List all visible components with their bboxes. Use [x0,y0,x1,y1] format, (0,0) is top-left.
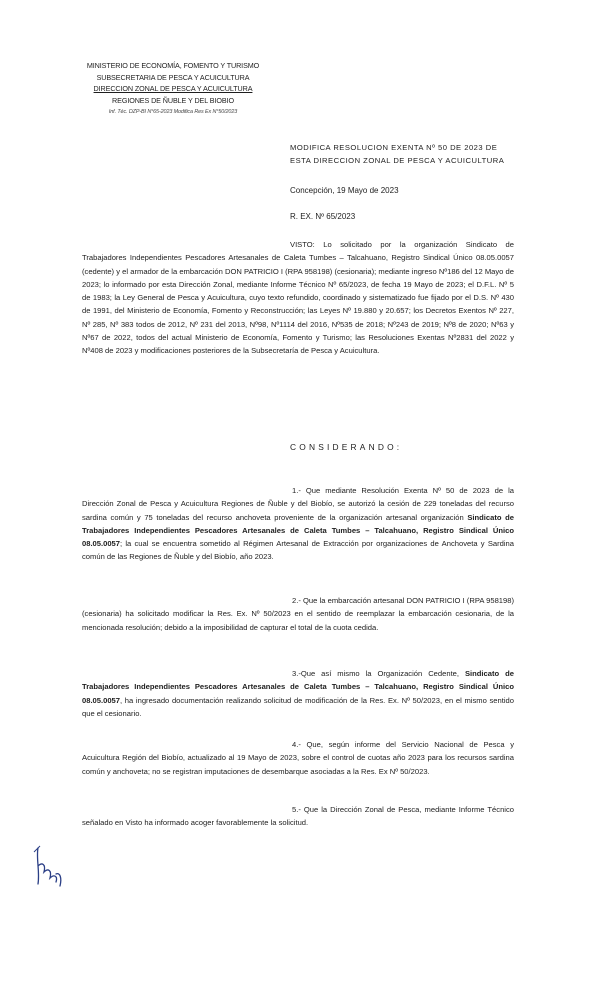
considerando-2: 2.- Que la embarcación artesanal DON PATRICIO I (RPA 958198) (cesionaria) ha solicitado modificar la Res. Ex. Nº 50/2023 en el sentido de reemplazar la embarcación cesionaria, de la mencionada resolución; debido a la imposibilidad de capturar el total de la cuota cedida. [82,596,514,632]
visto-paragraph: VISTO: Lo solicitado por la organización Sindicato de Trabajadores Independientes Pescadores Artesanales de Caleta Tumbes – Talcahuano, Registro Sindical Único 08.05.0057 (cedente) y el armador de la embarcación DON PATRICIO I (RPA 958198) (cesionaria); mediante ingreso Nº186 del 12 Mayo de 2023; lo informado por esta Dirección Zonal, mediante Informe Técnico Nº 65/2023, de fecha 19 Mayo de 2023; el D.F.L. Nº 5 de 1983; la Ley General de Pesca y Acuicultura, cuyo texto refundido, coordinado y sistematizado fue fijado por el D.S. Nº 430 de 1991, del Ministerio de Economía, Fomento y Reconstrucción; las Leyes Nº 19.880 y 20.657; los Decretos Exentos Nº 227, Nº 285, Nº 383 todos de 2012, Nº 231 del 2013, Nº98, Nº1114 del 2016, Nº535 de 2018; Nº243 de 2019; Nº8 de 2020; Nº63 y Nº67 de 2022, todos del actual Ministerio de Economía, Fomento y Turismo; las Resoluciones Exentas Nº2831 del 2022 y Nº408 de 2023 y modificaciones posteriores de la Subsecretaría de Pesca y Acuicultura. [82,240,514,356]
ministry-name: MINISTERIO DE ECONOMÍA, FOMENTO Y TURISMO [86,61,260,70]
subsecretary-name: SUBSECRETARIA DE PESCA Y ACUICULTURA [96,72,250,82]
considerando-3-text-c: , ha ingresado documentación realizando solicitud de modificación de la Res. Ex. Nº 50/2023, en el mismo sentido que el cesionario. [82,695,514,718]
considerando-1 [82,484,514,564]
resolution-number: R. EX. Nº 65/2023 [290,212,356,221]
resolution-subject [290,141,504,167]
subject-line-1: MODIFICA RESOLUCION EXENTA Nº 50 DE 2023 DE [290,143,498,152]
considerando-heading: CONSIDERANDO: [290,442,403,452]
regions-name: REGIONES DE ÑUBLE Y DEL BIOBIO [112,95,234,105]
considerando-3-organization: Sindicato de Trabajadores Independientes Pescadores Artesanales de Caleta Tumbes – Talcahuano, Registro Sindical Único 08.05.0057 [82,669,514,705]
considerando-3 [82,667,514,720]
considerando-1-organization: Sindicato de Trabajadores Independientes Pescadores Artesanales de Caleta Tumbes – Talcahuano, Registro Sindical Único 08.05.0057 [82,512,514,549]
letterhead [78,60,268,119]
subject-line-2: ESTA DIRECCION ZONAL DE PESCA Y ACUICULTURA [290,156,505,165]
zonal-direction-name: DIRECCION ZONAL DE PESCA Y ACUICULTURA [93,84,253,93]
handwritten-signature [30,842,72,892]
place-date: Concepción, 19 Mayo de 2023 [290,186,399,195]
considerando-5: 5.- Que la Dirección Zonal de Pesca, mediante Informe Técnico señalado en Visto ha informado acoger favorablemente la solicitud. [82,805,514,828]
considerando-3-text-a: 3.-Que así mismo la Organización Cedente, [292,669,465,678]
reference-line: Inf. Téc. DZP-BI N°65-2023 Modifica Res Ex N°50/2023 [108,109,238,115]
considerando-4: 4.- Que, según informe del Servicio Nacional de Pesca y Acuicultura Región del Biobío, actualizado al 19 Mayo de 2023, sobre el control de cuotas año 2023 para los recursos sardina común y anchoveta; no se registran imputaciones de desembarque asociadas a la Res. Ex Nº 50/2023. [82,740,514,776]
considerando-1-text-c: ; la cual se encuentra sometido al Régimen Artesanal de Extracción por organizaciones de Anchoveta y Sardina común de las Regiones de Ñuble y del Biobío, año 2023. [82,539,514,562]
considerando-1-text-a: 1.- Que mediante Resolución Exenta Nº 50 de 2023 de la Dirección Zonal de Pesca y Acuicultura Regiones de Ñuble y del Biobío, se autorizó la cesión de 229 toneladas del recurso sardina común y 75 toneladas del recurso anchoveta proveniente de la organización artesanal organización [82,486,514,522]
